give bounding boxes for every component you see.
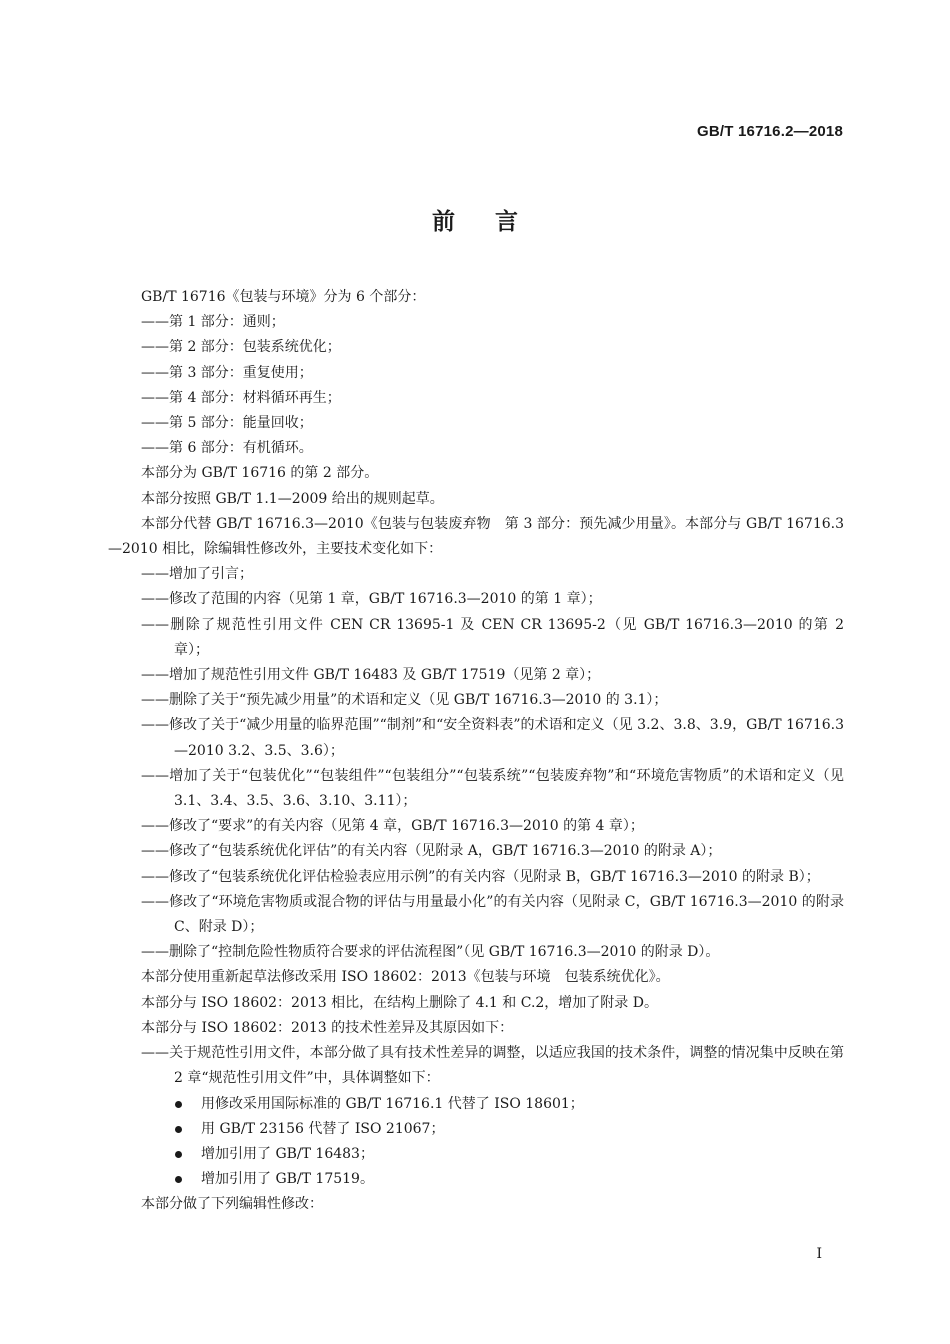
list-item: ——第 1 部分：通则；	[141, 314, 285, 331]
page-number: I	[816, 1246, 822, 1262]
paragraph: 本部分按照 GB/T 1.1—2009 给出的规则起草。	[141, 490, 444, 507]
list-item: ——修改了“包装系统优化评估检验表应用示例”的有关内容（见附录 B，GB/T 16716.3—2010 的附录 B）；	[141, 868, 820, 885]
list-item: ——第 4 部分：材料循环再生；	[141, 389, 341, 406]
bullet-item: 用 GB/T 23156 代替了 ISO 21067；	[108, 1117, 844, 1142]
list-item: ——删除了规范性引用文件 CEN CR 13695-1 及 CEN CR 13695-2（见 GB/T 16716.3—2010 的第 2 章）；	[141, 616, 844, 658]
bullet-item: 增加引用了 GB/T 17519。	[108, 1167, 844, 1192]
bullet-item: 用修改采用国际标准的 GB/T 16716.1 代替了 ISO 18601；	[108, 1092, 844, 1117]
list-item: ——修改了“环境危害物质或混合物的评估与用量最小化”的有关内容（见附录 C，GB/T 16716.3—2010 的附录 C、附录 D）；	[141, 893, 844, 936]
list-item: ——修改了关于“减少用量的临界范围”“制剂”和“安全资料表”的术语和定义（见 3.2、3.8、3.9，GB/T 16716.3—2010 3.2、3.5、3.6）；	[141, 717, 844, 759]
paragraph: 本部分与 ISO 18602：2013 的技术性差异及其原因如下：	[141, 1019, 514, 1036]
list-item: ——修改了范围的内容（见第 1 章，GB/T 16716.3—2010 的第 1 章）；	[141, 591, 602, 608]
list-item: ——修改了“要求”的有关内容（见第 4 章，GB/T 16716.3—2010 的第 4 章）；	[141, 818, 644, 835]
paragraph: 本部分与 ISO 18602：2013 相比，在结构上删除了 4.1 和 C.2，增加了附录 D。	[141, 994, 658, 1011]
list-item: ——删除了“控制危险性物质符合要求的评估流程图”（见 GB/T 16716.3—2010 的附录 D）。	[141, 944, 720, 961]
standard-code: GB/T 16716.2—2018	[697, 123, 843, 140]
bullet-item: 增加引用了 GB/T 16483；	[108, 1142, 844, 1167]
foreword-body	[108, 285, 844, 1218]
list-item: ——第 3 部分：重复使用；	[141, 364, 313, 381]
paragraph: 本部分使用重新起草法修改采用 ISO 18602：2013《包装与环境 包装系统优化》。	[141, 969, 670, 986]
list-item: ——第 5 部分：能量回收；	[141, 415, 313, 432]
list-item: ——第 2 部分：包装系统优化；	[141, 339, 341, 356]
list-item: ——关于规范性引用文件，本部分做了具有技术性差异的调整，以适应我国的技术条件，调整的情况集中反映在第 2 章“规范性引用文件”中，具体调整如下：	[141, 1045, 844, 1087]
list-item: ——增加了引言；	[141, 566, 253, 583]
paragraph: 本部分代替 GB/T 16716.3—2010《包装与包装废弃物 第 3 部分：预先减少用量》。本部分与 GB/T 16716.3—2010 相比，除编辑性修改外，主要技术变化如下：	[108, 515, 844, 558]
list-item: ——删除了关于“预先减少用量”的术语和定义（见 GB/T 16716.3—2010 的 3.1）；	[141, 692, 668, 709]
paragraph: 本部分做了下列编辑性修改：	[141, 1196, 323, 1213]
page-title: 前言	[432, 208, 558, 235]
list-item: ——第 6 部分：有机循环。	[141, 440, 313, 457]
list-item: ——增加了关于“包装优化”“包装组件”“包装组分”“包装系统”“包装废弃物”和“环境危害物质”的术语和定义（见 3.1、3.4、3.5、3.6、3.10、3.11）；	[141, 767, 844, 810]
list-item: ——增加了规范性引用文件 GB/T 16483 及 GB/T 17519（见第 2 章）；	[141, 667, 601, 684]
paragraph: 本部分为 GB/T 16716 的第 2 部分。	[141, 465, 379, 482]
paragraph: GB/T 16716《包装与环境》分为 6 个部分：	[141, 289, 426, 305]
list-item: ——修改了“包装系统优化评估”的有关内容（见附录 A，GB/T 16716.3—2010 的附录 A）；	[141, 843, 722, 860]
